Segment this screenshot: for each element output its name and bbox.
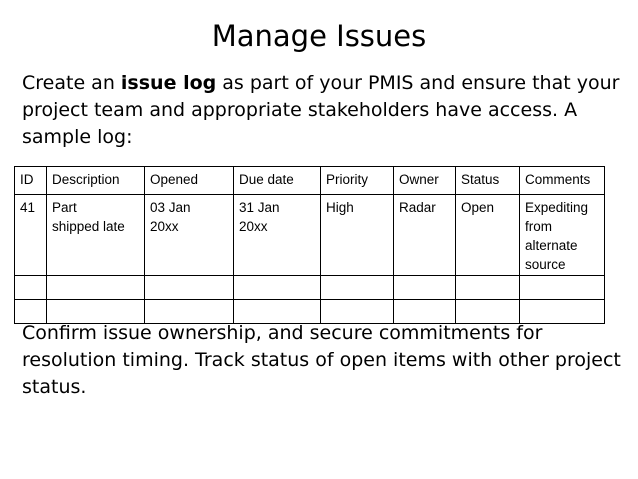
empty-cell (520, 276, 605, 300)
header-cell-description: Description (47, 167, 145, 195)
table-row (15, 195, 605, 276)
header-cell-owner: Owner (394, 167, 456, 195)
header-cell-comments: Comments (520, 167, 605, 195)
empty-cell (145, 276, 234, 300)
slide-title: Manage Issues (211, 19, 427, 53)
header-cell-priority: Priority (321, 167, 394, 195)
issue-log-table (14, 166, 605, 324)
header-cell-opened: Opened (145, 167, 234, 195)
empty-cell (394, 276, 456, 300)
cell-priority: High (321, 195, 394, 276)
intro-text-end: as part of your PMIS and ensure that your project team and appropriate stakeholders have access. A sample log: (22, 72, 620, 148)
empty-cell (15, 276, 47, 300)
cell-opened: 03 Jan 20xx (145, 195, 234, 276)
empty-cell (321, 276, 394, 300)
closing-paragraph: Confirm issue ownership, and secure commitments for resolution timing. Track status of open items with other project status. (22, 322, 621, 398)
cell-id: 41 (15, 195, 47, 276)
cell-due-date: 31 Jan 20xx (234, 195, 321, 276)
intro-bold-term: issue log (120, 72, 217, 94)
cell-owner: Radar (394, 195, 456, 276)
table-row-empty (15, 276, 605, 300)
cell-comments: Expediting from alternate source (520, 195, 605, 276)
intro-text-start: Create an (22, 72, 121, 94)
intro-paragraph (22, 70, 622, 151)
table-header-row (15, 167, 605, 195)
header-cell-id: ID (15, 167, 47, 195)
empty-cell (47, 276, 145, 300)
cell-description: Part shipped late (47, 195, 145, 276)
header-cell-due-date: Due date (234, 167, 321, 195)
header-cell-status: Status (456, 167, 520, 195)
cell-status: Open (456, 195, 520, 276)
empty-cell (456, 276, 520, 300)
empty-cell (234, 276, 321, 300)
